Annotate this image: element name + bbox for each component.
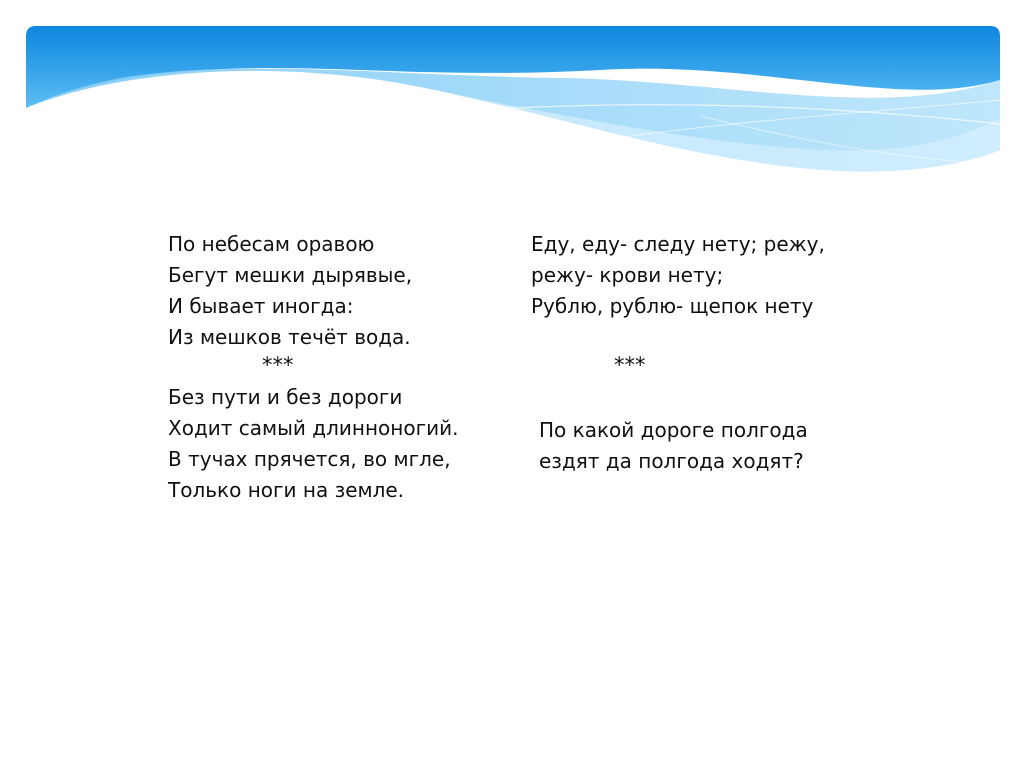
right-riddle-1	[531, 229, 825, 322]
left-riddle-2-line: Только ноги на земле.	[168, 478, 405, 502]
left-riddle-1-line: Из мешков течёт вода.	[168, 325, 411, 349]
right-riddle-2-line: По какой дороге полгода	[539, 418, 808, 442]
left-riddle-1-line: И бывает иногда:	[168, 294, 354, 318]
right-riddle-1-line: режу- крови нету;	[531, 263, 724, 287]
left-riddle-2-line: Ходит самый длинноногий.	[168, 416, 459, 440]
left-separator: ***	[262, 353, 294, 377]
right-separator: ***	[614, 353, 646, 377]
right-riddle-2	[539, 415, 808, 477]
left-riddle-2	[168, 382, 458, 506]
left-riddle-1	[168, 229, 412, 353]
right-riddle-1-line: Еду, еду- следу нету; режу,	[531, 232, 825, 256]
left-riddle-2-line: Без пути и без дороги	[168, 385, 403, 409]
left-riddle-1-line: По небесам оравою	[168, 232, 375, 256]
left-riddle-1-line: Бегут мешки дырявые,	[168, 263, 413, 287]
left-riddle-2-line: В тучах прячется, во мгле,	[168, 447, 451, 471]
wave-banner	[0, 0, 1024, 190]
right-riddle-2-line: ездят да полгода ходят?	[539, 449, 804, 473]
right-riddle-1-line: Рублю, рублю- щепок нету	[531, 294, 814, 318]
